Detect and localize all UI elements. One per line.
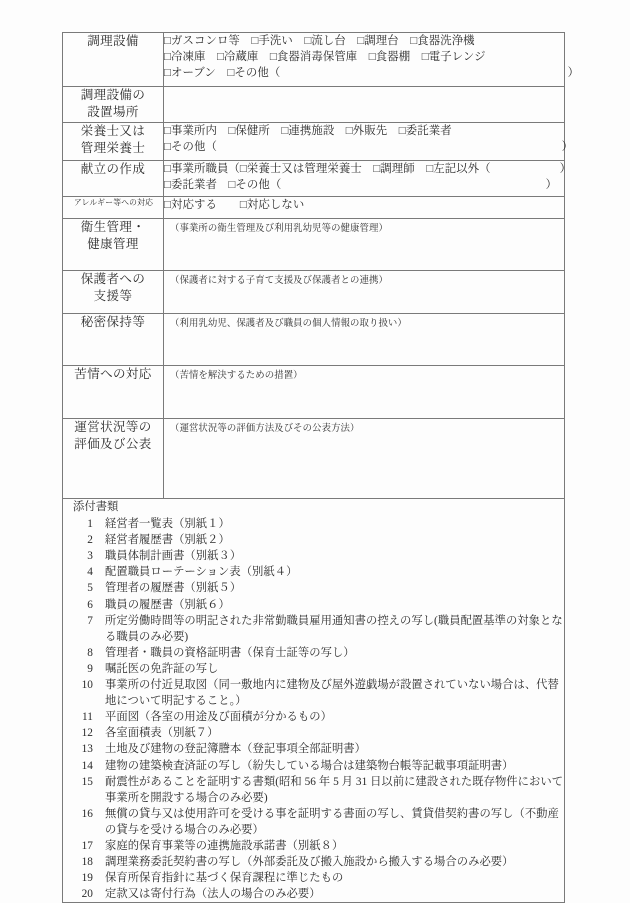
table-row-guardian-support <box>63 271 565 314</box>
list-item-number: 9 <box>87 662 93 675</box>
list-item-number: 7 <box>87 614 93 627</box>
list-item-number: 4 <box>87 566 93 579</box>
row-value-dietitian[interactable] <box>164 123 574 161</box>
row-label-complaint-response <box>63 366 164 419</box>
row-label-guardian-support <box>63 271 164 314</box>
list-item-text: 無償の貸与又は使用許可を受ける事を証明する書面の写し、賃貸借契約書の写し（不動産の貸与を受ける場合のみ必要） <box>105 807 559 836</box>
row-label-line: 健康管理 <box>87 237 139 251</box>
list-item <box>63 806 564 838</box>
list-item-number: 17 <box>81 839 93 852</box>
row-value-guardian-support[interactable] <box>164 271 565 314</box>
list-item <box>63 741 564 757</box>
list-item-text: 耐震性があることを証明する書類(昭和 56 年 5 月 31 日以前に建設された既存物件において事業所を開設する場合のみ必要) <box>105 775 564 804</box>
row-value-allergy-response[interactable] <box>164 197 565 219</box>
list-item-text: 管理者・職員の資格証明書（保育士証等の写し） <box>105 646 355 659</box>
checkbox-line[interactable]: □その他（ ） <box>164 141 574 153</box>
row-note: （運営状況等の評価方法及びその公表方法） <box>170 424 360 434</box>
list-item <box>63 564 564 580</box>
list-item <box>63 758 564 774</box>
list-item <box>63 580 564 596</box>
row-label-line: 設置場所 <box>87 105 139 119</box>
list-item-text: 家庭的保育事業等の連携施設承諾書（別紙８） <box>105 839 344 852</box>
list-item-number: 1 <box>87 518 93 531</box>
row-label-allergy-response <box>65 197 161 219</box>
list-item-text: 平面図（各室の用途及び面積が分かるもの） <box>105 711 332 724</box>
list-item <box>63 709 564 725</box>
list-item-number: 6 <box>87 598 93 611</box>
list-item-text: 配置職員ローテーション表（別紙４） <box>105 566 298 579</box>
list-item-text: 経営者一覧表（別紙１） <box>105 518 230 531</box>
form-table-body <box>63 33 580 903</box>
row-label-cooking-equipment <box>63 33 164 87</box>
list-item-text: 調理業務委託契約書の写し（外部委託及び搬入施設から搬入する場合のみ必要） <box>105 856 514 869</box>
list-item-number: 8 <box>87 646 93 659</box>
list-item <box>63 548 564 564</box>
attachments-title: 添付書類 <box>73 501 119 513</box>
list-item-text: 職員体制計画書（別紙３） <box>105 550 242 563</box>
table-row-hygiene-health-management <box>63 219 565 271</box>
row-note: （保護者に対する子育て支援及び保護者との連携） <box>170 276 388 286</box>
row-label-line: 調理設備の <box>80 88 146 102</box>
row-label-line: 衛生管理・ <box>80 220 146 234</box>
table-row-cooking-equipment-location <box>63 87 565 123</box>
row-value-complaint-response[interactable] <box>164 366 565 419</box>
list-item-number: 14 <box>81 759 93 772</box>
checkbox-line[interactable]: □オーブン □その他（ ） <box>164 67 580 79</box>
row-label-line: 栄養士又は <box>80 124 146 138</box>
application-form-table <box>62 32 580 903</box>
list-item <box>63 613 564 645</box>
checkbox-line[interactable]: □委託業者 □その他（ ） <box>164 179 558 191</box>
list-item <box>63 516 564 532</box>
row-value-cooking-equipment-location[interactable] <box>164 87 565 123</box>
row-note: （利用乳幼児、保護者及び職員の個人情報の取り扱い） <box>170 319 407 329</box>
checkbox-line[interactable]: □冷凍庫 □冷蔵庫 □食器消毒保管庫 □食器棚 □電子レンジ <box>164 51 486 63</box>
list-item-text: 各室面積表（別紙７） <box>105 727 219 740</box>
list-item-number: 20 <box>81 888 93 901</box>
list-item <box>63 645 564 661</box>
list-item-text: 土地及び建物の登記簿謄本（登記事項全部証明書） <box>105 743 366 756</box>
list-item <box>63 854 564 870</box>
attachments-cell <box>63 499 565 903</box>
table-row-dietitian <box>63 123 565 161</box>
row-label-line: 献立の作成 <box>80 162 146 176</box>
row-label-line: 運営状況等の <box>74 420 152 434</box>
list-item <box>63 597 564 613</box>
list-item-text: 事業所の付近見取図（同一敷地内に建物及び屋外遊戯場が設置されていない場合は、代替地について明記すること。） <box>105 679 559 708</box>
list-item-number: 13 <box>81 743 93 756</box>
list-item-number: 16 <box>81 807 93 820</box>
list-item-number: 2 <box>87 534 93 547</box>
row-label-line: 支援等 <box>93 289 133 303</box>
table-row-attachments <box>63 499 565 903</box>
row-label-confidentiality <box>63 314 164 366</box>
row-label-line: 管理栄養士 <box>80 141 146 155</box>
table-row-cooking-equipment <box>63 33 565 87</box>
row-value-hygiene-health-management[interactable] <box>164 219 565 271</box>
row-label-line: 評価及び公表 <box>74 437 152 451</box>
list-item-number: 5 <box>87 582 93 595</box>
list-item-number: 19 <box>81 872 93 885</box>
row-label-line: アレルギー等への対応 <box>73 198 153 207</box>
list-item-text: 嘱託医の免許証の写し <box>105 662 219 675</box>
row-label-operation-evaluation <box>63 419 164 499</box>
list-item-text: 保育所保育指針に基づく保育課程に準じたもの <box>105 872 344 885</box>
list-item-text: 定款又は寄付行為（法人の場合のみ必要） <box>105 888 321 901</box>
checkbox-line[interactable]: □ガスコンロ等 □手洗い □流し台 □調理台 □食器洗浄機 <box>164 35 475 47</box>
table-row-operation-evaluation <box>63 419 565 499</box>
row-label-cooking-equipment-location <box>63 87 164 123</box>
list-item-text: 建物の建築検査済証の写し（紛失している場合は建築物台帳等記載事項証明書） <box>105 759 514 772</box>
list-item <box>63 661 564 677</box>
table-row-menu-creation <box>63 161 565 197</box>
list-item-number: 18 <box>81 856 93 869</box>
row-value-cooking-equipment[interactable] <box>164 33 580 87</box>
attachments-list <box>63 516 564 902</box>
row-label-hygiene-health-management <box>63 219 164 271</box>
row-label-line: 調理設備 <box>87 34 139 48</box>
list-item-number: 11 <box>82 711 93 724</box>
list-item-text: 経営者履歴書（別紙２） <box>105 534 230 547</box>
list-item <box>63 870 564 886</box>
list-item <box>63 532 564 548</box>
list-item <box>63 838 564 854</box>
row-label-line: 苦情への対応 <box>74 367 152 381</box>
list-item-number: 12 <box>81 727 93 740</box>
row-value-confidentiality[interactable] <box>164 314 565 366</box>
table-row-allergy-response <box>63 197 565 219</box>
list-item-text: 職員の履歴書（別紙６） <box>105 598 230 611</box>
list-item <box>63 677 564 709</box>
checkbox-line[interactable]: □事業所内 □保健所 □連携施設 □外販先 □委託業者 <box>164 125 452 137</box>
list-item <box>63 725 564 741</box>
checkbox-line[interactable]: □対応する □対応しない <box>164 199 305 211</box>
row-label-line: 秘密保持等 <box>80 315 146 329</box>
list-item <box>63 886 564 902</box>
list-item <box>63 774 564 806</box>
row-label-menu-creation <box>63 161 164 197</box>
row-value-menu-creation[interactable] <box>164 161 572 197</box>
list-item-number: 3 <box>87 550 93 563</box>
list-item-text: 管理者の履歴書（別紙５） <box>105 582 242 595</box>
checkbox-line[interactable]: □事業所職員（□栄養士又は管理栄養士 □調理師 □左記以外（ ） <box>164 163 572 175</box>
list-item-text: 所定労働時間等の明記された非常勤職員雇用通知書の控えの写し(職員配置基準の対象となる職員のみ必要) <box>105 614 563 643</box>
row-note: （事業所の衛生管理及び利用乳幼児等の健康管理） <box>170 224 388 234</box>
list-item-number: 15 <box>81 775 93 788</box>
row-note: （苦情を解決するための措置） <box>170 371 303 381</box>
list-item-number: 10 <box>81 679 93 692</box>
row-value-operation-evaluation[interactable] <box>164 419 565 499</box>
row-label-line: 保護者への <box>80 272 146 286</box>
row-label-dietitian <box>63 123 164 161</box>
table-row-complaint-response <box>63 366 565 419</box>
table-row-confidentiality <box>63 314 565 366</box>
